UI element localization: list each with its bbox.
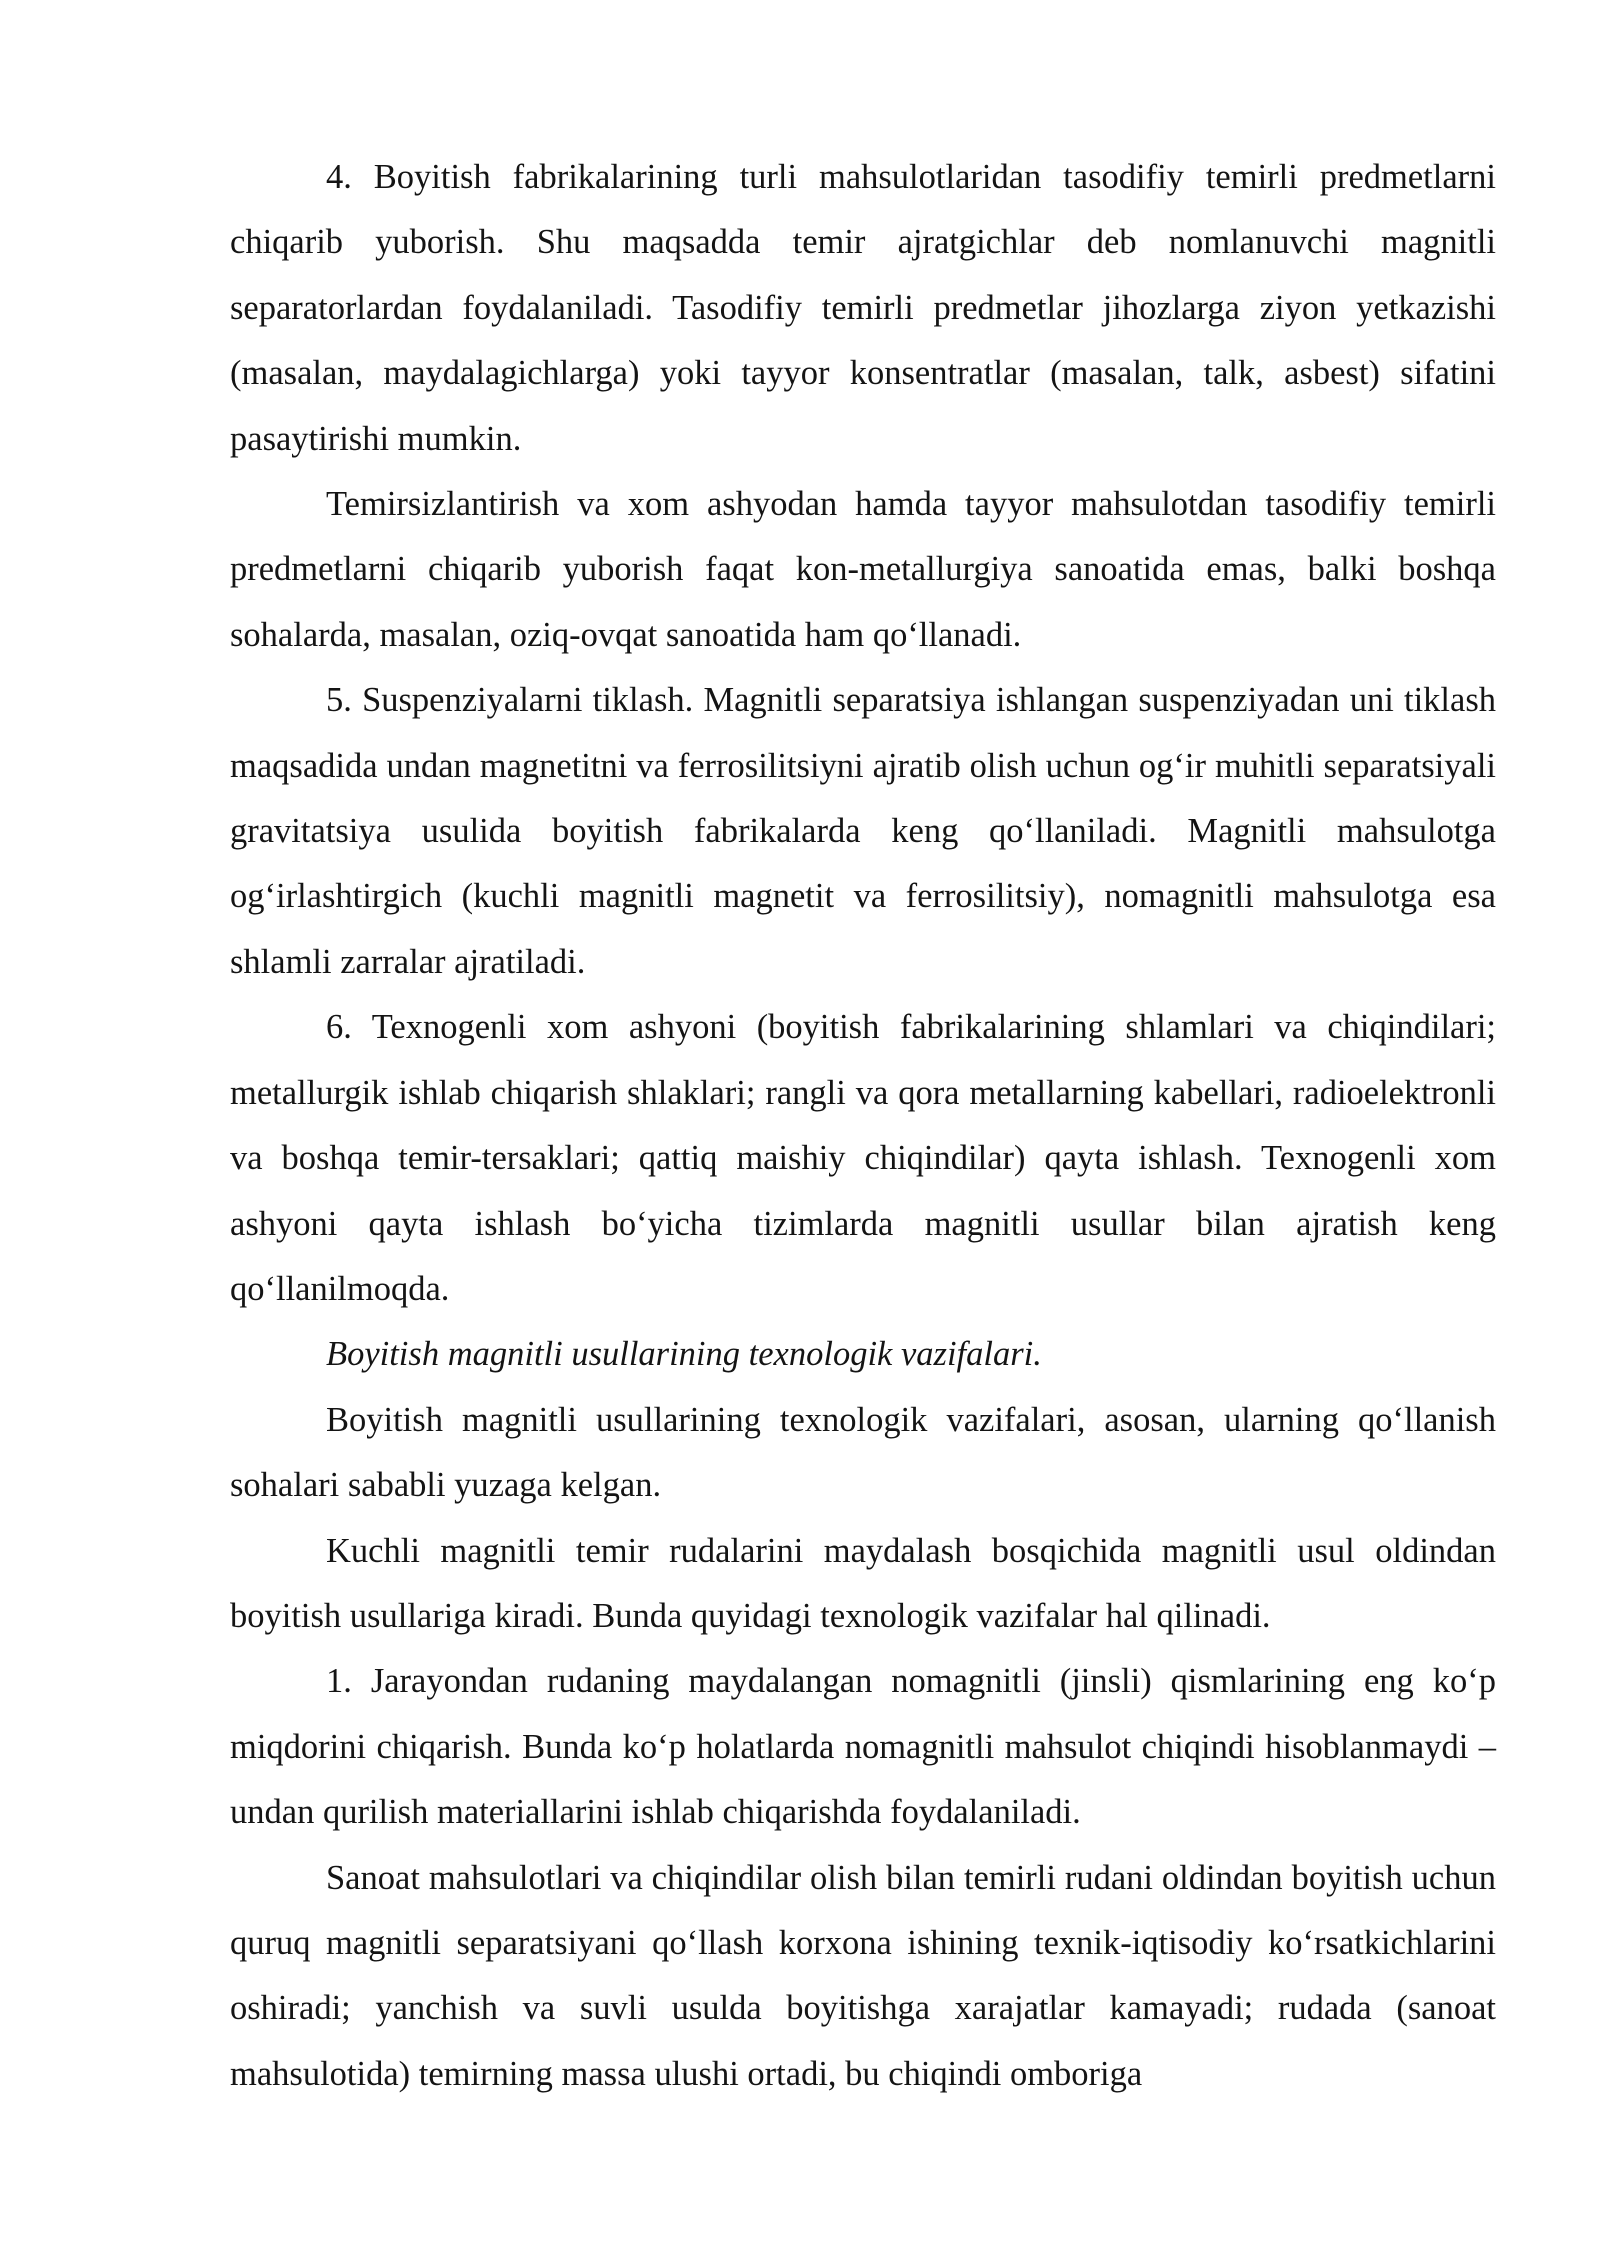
paragraph-preliminary-beneficiation: Kuchli magnitli temir rudalarini maydalash bosqichida magnitli usul oldindan boyitish usullariga kiradi. Bunda quyidagi texnologik vazifalar hal qilinadi.: [230, 1531, 1496, 1635]
paragraph-item-6-technogenic-raw-material: 6. Texnogenli xom ashyoni (boyitish fabrikalarining shlamlari va chiqindilari; metallurgik ishlab chiqarish shlaklari; rangli va qora metallarning kabellari, radioelektronli va boshqa temir-tersaklari; qattiq maishiy chiqindilar) qayta ishlash. Texnogenli xom ashyoni qayta ishlash bo‘yicha tizimlarda magnitli usullar bilan ajratish keng qo‘llanilmoqda.: [230, 1008, 1496, 1308]
paragraph-item-5-suspension-recovery: 5. Suspenziyalarni tiklash. Magnitli separatsiya ishlangan suspenziyadan uni tiklash maqsadida undan magnetitni va ferrosilitsiyni ajratib olish uchun og‘ir muhitli separatsiyali gravitatsiya usulida boyitish fabrikalarda keng qo‘llaniladi. Magnitli mahsulotga og‘irlashtirgich (kuchli magnitli magnetit va ferrosilitsiy), nomagnitli mahsulotga esa shlamli zarralar ajratiladi.: [230, 681, 1496, 981]
paragraph-technological-tasks-intro: Boyitish magnitli usullarining texnologik vazifalari, asosan, ularning qo‘llanish sohalari sababli yuzaga kelgan.: [230, 1400, 1496, 1505]
paragraph-deferrization: Temirsizlantirish va xom ashyodan hamda tayyor mahsulotdan tasodifiy temirli predmetlarni chiqarib yuborish faqat kon-metallurgiya sanoatida emas, balki boshqa sohalarda, masalan, oziq-ovqat sanoatida ham qo‘llanadi.: [230, 485, 1496, 654]
paragraph-dry-magnetic-separation: Sanoat mahsulotlari va chiqindilar olish bilan temirli rudani oldindan boyitish uchun quruq magnitli separatsiyani qo‘llash korxona ishining texnik-iqtisodiy ko‘rsatkichlarini oshiradi; yanchish va suvli usulda boyitishga xarajatlar kamayadi; rudada (sanoat mahsulotida) temirning massa ulushi ortadi, bu chiqindi omboriga: [230, 1858, 1496, 2093]
paragraph-item-1-waste-removal: 1. Jarayondan rudaning maydalangan nomagnitli (jinsli) qismlarining eng ko‘p miqdorini chiqarish. Bunda ko‘p holatlarda nomagnitli mahsulot chiqindi hisoblanmaydi – undan qurilish materiallarini ishlab chiqarishda foydalaniladi.: [230, 1662, 1496, 1832]
section-heading-technological-tasks: Boyitish magnitli usullarining texnologik vazifalari.: [326, 1335, 1042, 1374]
body-text: [230, 145, 1496, 2107]
paragraph-item-4-magnetic-iron-removal: 4. Boyitish fabrikalarining turli mahsulotlaridan tasodifiy temirli predmetlarni chiqarib yuborish. Shu maqsadda temir ajratgichlar deb nomlanuvchi magnitli separatorlardan foydalaniladi. Tasodifiy temirli predmetlar jihozlarga ziyon yetkazishi (masalan, maydalagichlarga) yoki tayyor konsentratlar (masalan, talk, asbest) sifatini pasaytirishi mumkin.: [230, 158, 1496, 458]
